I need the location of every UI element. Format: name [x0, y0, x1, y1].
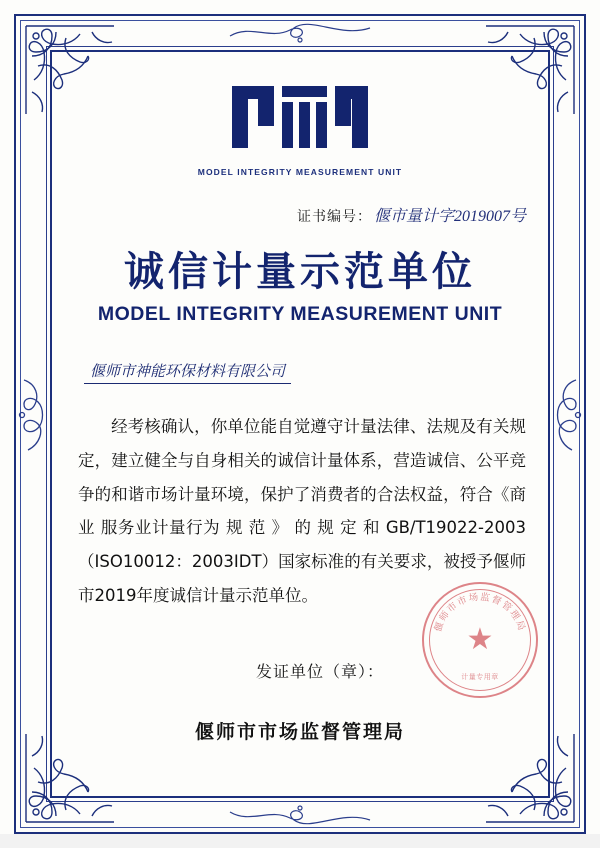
certificate-number-label: 证书编号： [296, 208, 372, 224]
title-chinese: 诚信计量示范单位 [124, 249, 476, 295]
mim-logo-icon [230, 80, 370, 159]
star-icon: ★ [466, 623, 494, 656]
body-paragraph: 经考核确认，你单位能自觉遵守计量法律、法规及有关规定，建立健全与自身相关的诚信计量体系，营造诚信、公平竞争的和谐市场计量环境，保护了消费者的合法权益，符合《商业 服务业计量行为 规 范 》 的 规 定 和 GB/T19022-2003（ISO10012：2003IDT）国家标准的有关要求，被授予偃师市2019年度诚信计量示范单位。 [78, 417, 526, 606]
top-ornament [220, 18, 380, 44]
certificate-body-text [78, 410, 526, 613]
seal-bottom-text: 计量专用章 [461, 674, 499, 681]
side-ornament-left [18, 370, 48, 460]
bottom-ornament [220, 804, 380, 830]
seal-arc-label: 偃师市市场监督管理局 [432, 591, 528, 634]
side-ornament-right [552, 370, 582, 460]
page-bottom-edge [0, 834, 600, 848]
certificate-content [60, 58, 540, 790]
logo-block [60, 80, 540, 177]
issuer-line: 发证单位（章）： [255, 661, 384, 681]
title-english: MODEL INTEGRITY MEASUREMENT UNIT [97, 303, 503, 325]
logo-caption: MODEL INTEGRITY MEASUREMENT UNIT [197, 167, 403, 177]
recipient-name: 偃师市神能环保材料有限公司 [84, 360, 291, 384]
issuing-organization: 偃师市市场监督管理局 [194, 721, 405, 743]
certificate-number-value: 偃市量计字2019007号 [373, 208, 526, 225]
certificate-number-line [60, 203, 540, 226]
